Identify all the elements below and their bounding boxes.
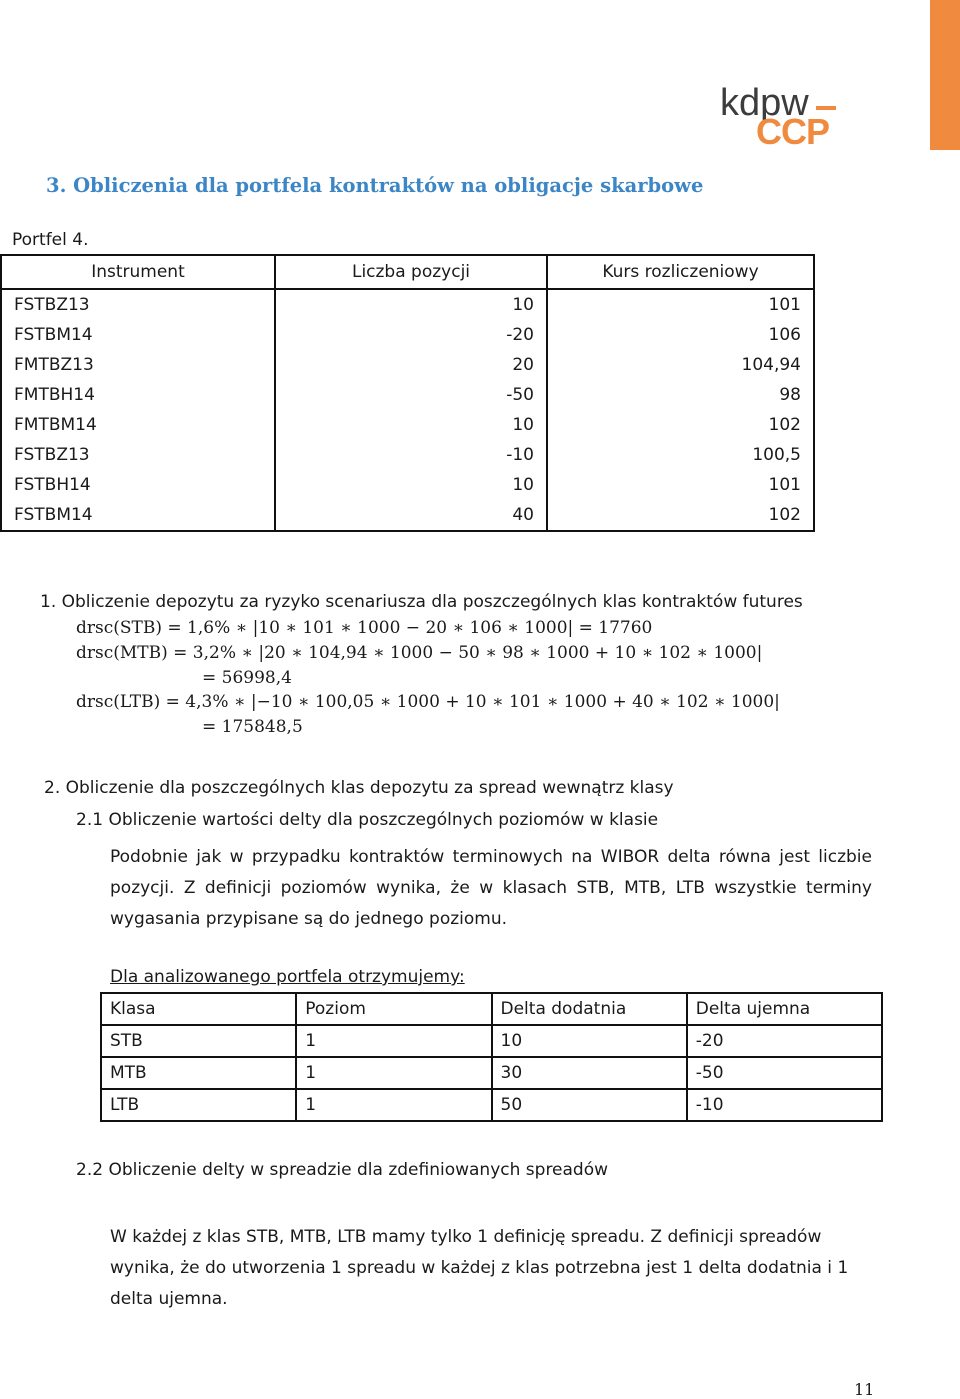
delta-ujemna-cell: -10 (687, 1089, 882, 1121)
item22-paragraph: W każdej z klas STB, MTB, LTB mamy tylko 1 definicję spreadu. Z definicji spreadów wynika, że do utworzenia 1 spreadu w każdej z klas potrzebna jest 1 delta dodatnia i 1 delta ujemna. (110, 1227, 849, 1309)
delta-table (100, 992, 883, 1122)
formula-drsc-stb: drsc(STB) = 1,6% ∗ |10 ∗ 101 ∗ 1000 − 20 ∗ 106 ∗ 1000| = 17760 (76, 618, 653, 638)
formula-drsc-mtb-result: = 56998,4 (202, 668, 292, 688)
header-liczba-pozycji: Liczba pozycji (275, 255, 547, 289)
kdpw-ccp-logo (720, 84, 850, 154)
page-number: 11 (854, 1380, 875, 1399)
price-cell: 101 (768, 475, 801, 495)
logo-ccp-text: CCP (756, 111, 830, 152)
price-cell: 102 (768, 415, 801, 435)
poziom-cell: 1 (296, 1057, 491, 1089)
instrument-cell: FSTBM14 (1, 500, 275, 531)
table-row (1, 500, 814, 531)
section-heading: 3. Obliczenia dla portfela kontraktów na obligacje skarbowe (46, 174, 704, 197)
instrument-cell: FSTBZ13 (1, 440, 275, 470)
logo-kdpw-text: kdpw (720, 82, 809, 124)
table-row (1, 289, 814, 320)
table-row (101, 1025, 882, 1057)
delta-dodatnia-cell: 30 (492, 1057, 687, 1089)
table-row (1, 380, 814, 410)
position-cell: 10 (275, 289, 547, 320)
header-poziom: Poziom (296, 993, 491, 1025)
instrument-cell: FSTBZ13 (1, 289, 275, 320)
table-row (1, 320, 814, 350)
item22-title: 2.2 Obliczenie delty w spreadzie dla zdefiniowanych spreadów (76, 1160, 609, 1180)
header-delta-ujemna: Delta ujemna (687, 993, 882, 1025)
position-cell: -10 (275, 440, 547, 470)
table-row (1, 470, 814, 500)
item1-title: 1. Obliczenie depozytu za ryzyko scenariusza dla poszczególnych klas kontraktów futures (40, 592, 803, 612)
position-cell: 40 (275, 500, 547, 531)
delta-ujemna-cell: -20 (687, 1025, 882, 1057)
instrument-cell: FMTBM14 (1, 410, 275, 440)
portfel-label: Portfel 4. (12, 230, 89, 250)
instrument-cell: FMTBH14 (1, 380, 275, 410)
header-delta-dodatnia: Delta dodatnia (492, 993, 687, 1025)
table-header-row (101, 993, 882, 1025)
corner-accent-bar (930, 0, 960, 150)
header-instrument: Instrument (1, 255, 275, 289)
header-klasa: Klasa (101, 993, 296, 1025)
klasa-cell: MTB (101, 1057, 296, 1089)
instrument-table (0, 254, 815, 532)
instrument-cell: FSTBM14 (1, 320, 275, 350)
table-header-row (1, 255, 814, 289)
price-cell: 100,5 (752, 445, 801, 465)
price-cell: 106 (768, 325, 801, 345)
price-cell: 98 (779, 385, 801, 405)
price-cell: 101 (768, 295, 801, 315)
position-cell: 10 (275, 470, 547, 500)
poziom-cell: 1 (296, 1089, 491, 1121)
poziom-cell: 1 (296, 1025, 491, 1057)
position-cell: -20 (275, 320, 547, 350)
delta-ujemna-cell: -50 (687, 1057, 882, 1089)
price-cell: 102 (768, 505, 801, 525)
item21-title: 2.1 Obliczenie wartości delty dla poszczególnych poziomów w klasie (76, 810, 659, 830)
position-cell: 20 (275, 350, 547, 380)
table-row (101, 1057, 882, 1089)
klasa-cell: STB (101, 1025, 296, 1057)
table-row (1, 440, 814, 470)
formula-drsc-mtb: drsc(MTB) = 3,2% ∗ |20 ∗ 104,94 ∗ 1000 − 50 ∗ 98 ∗ 1000 + 10 ∗ 102 ∗ 1000| (76, 643, 763, 663)
portfolio-result-label: Dla analizowanego portfela otrzymujemy: (110, 967, 465, 987)
header-kurs-rozliczeniowy: Kurs rozliczeniowy (547, 255, 814, 289)
formula-drsc-ltb-result: = 175848,5 (202, 717, 303, 737)
table-row (1, 410, 814, 440)
position-cell: -50 (275, 380, 547, 410)
logo-underscore (816, 106, 836, 110)
table-row (1, 350, 814, 380)
item2-title: 2. Obliczenie dla poszczególnych klas depozytu za spread wewnątrz klasy (44, 778, 674, 798)
table-row (101, 1089, 882, 1121)
item21-paragraph: Podobnie jak w przypadku kontraktów terminowych na WIBOR delta równa jest liczbie pozycji. Z definicji poziomów wynika, że w klasach STB, MTB, LTB wszystkie terminy wygasania przypisane są do jednego poziomu. (110, 847, 872, 929)
klasa-cell: LTB (101, 1089, 296, 1121)
position-cell: 10 (275, 410, 547, 440)
price-cell: 104,94 (741, 355, 801, 375)
delta-dodatnia-cell: 10 (492, 1025, 687, 1057)
instrument-cell: FMTBZ13 (1, 350, 275, 380)
formula-drsc-ltb: drsc(LTB) = 4,3% ∗ |−10 ∗ 100,05 ∗ 1000 + 10 ∗ 101 ∗ 1000 + 40 ∗ 102 ∗ 1000| (76, 692, 780, 712)
instrument-cell: FSTBH14 (1, 470, 275, 500)
delta-dodatnia-cell: 50 (492, 1089, 687, 1121)
